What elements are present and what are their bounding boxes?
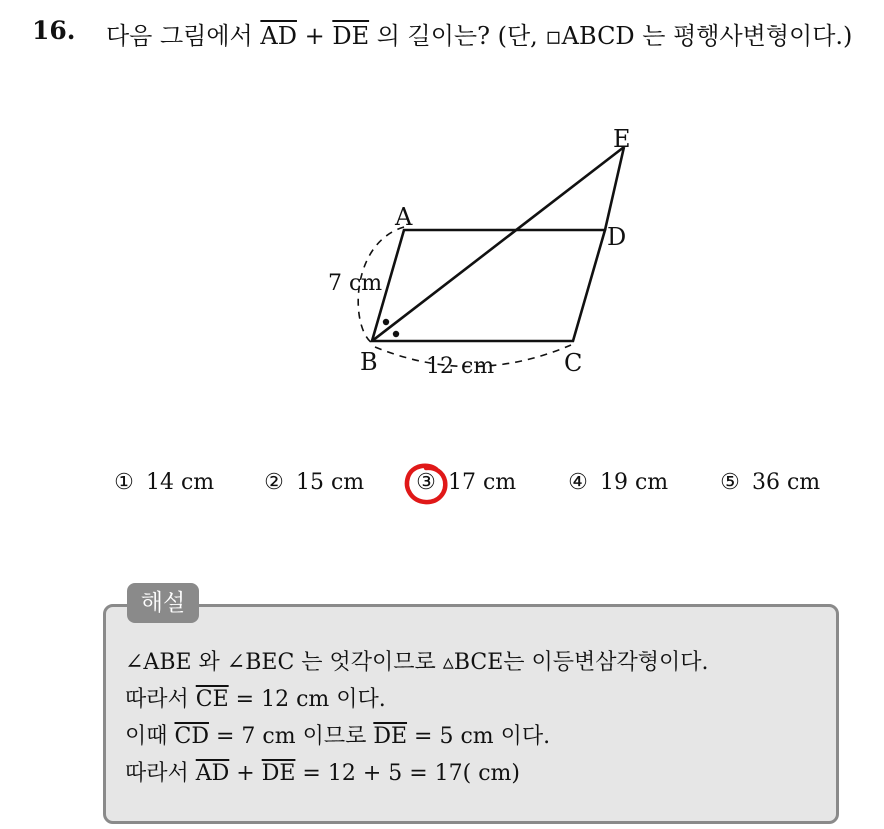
question-text-b: 의 길이는? (단, ▫ABCD 는 평행사변형이다.): [369, 22, 853, 50]
angle-dot-1: [383, 319, 389, 325]
parallelogram-figure: [280, 115, 660, 385]
label-b: B: [360, 348, 378, 376]
segment-de-sol: $\overline{DE}$: [373, 724, 408, 749]
choice-4-text: 19 cm: [600, 470, 669, 495]
solution-line-3-c: = 5 cm 이다.: [407, 724, 551, 749]
answer-circle-mark: [402, 460, 452, 508]
choice-2[interactable]: [262, 470, 364, 495]
choice-5-text: 36 cm: [752, 470, 821, 495]
choice-1[interactable]: [112, 470, 214, 495]
segment-de: $\overline{DE}$: [332, 22, 370, 50]
label-ab-length: 7 cm: [328, 271, 383, 296]
label-bc-length: 12 cm: [426, 354, 495, 379]
solution-line-3-b: = 7 cm 이므로: [208, 724, 374, 749]
segment-be: [372, 147, 627, 341]
solution-box: [103, 604, 839, 824]
choice-3-text: 17 cm: [448, 470, 517, 495]
segment-cd: $\overline{CD}$: [174, 724, 209, 749]
choice-1-text: 14 cm: [146, 470, 215, 495]
choice-2-mark: ②: [264, 470, 284, 495]
choice-5-mark: ⑤: [720, 470, 740, 495]
solution-line-3-a: 이때: [125, 724, 175, 749]
segment-ce: $\overline{CE}$: [195, 687, 229, 712]
question-text-a: 다음 그림에서: [106, 22, 261, 50]
solution-line-1: ∠ABE 와 ∠BEC 는 엇각이므로 ▵BCE는 이등변삼각형이다.: [125, 650, 709, 675]
angle-dot-2: [393, 331, 399, 337]
solution-line-4-b: +: [229, 761, 262, 786]
solution-tag: 해설: [127, 583, 199, 623]
solution-line-2-b: = 12 cm 이다.: [228, 687, 386, 712]
solution-line-3: [125, 719, 550, 750]
segment-de-sol-2: $\overline{DE}$: [261, 761, 296, 786]
parallelogram-abcd: [372, 230, 605, 341]
question-text: [106, 16, 866, 56]
choice-1-mark: ①: [114, 470, 134, 495]
label-a: A: [395, 203, 413, 231]
choice-5[interactable]: [718, 470, 820, 495]
solution-line-2-a: 따라서: [125, 687, 196, 712]
solution-line-4-a: 따라서: [125, 761, 196, 786]
label-d: D: [607, 223, 627, 251]
label-e: E: [613, 125, 631, 153]
choice-4[interactable]: [566, 470, 668, 495]
plus-sign: +: [296, 22, 333, 50]
choice-2-text: 15 cm: [296, 470, 365, 495]
choice-3-mark: ③: [416, 470, 436, 495]
solution-line-2: [125, 682, 386, 713]
segment-ad: $\overline{AD}$: [260, 22, 297, 50]
segment-ad-sol: $\overline{AD}$: [195, 761, 230, 786]
solution-line-4: [125, 756, 520, 787]
label-c: C: [564, 349, 583, 377]
choice-4-mark: ④: [568, 470, 588, 495]
solution-line-4-c: = 12 + 5 = 17( cm): [295, 761, 520, 786]
question-number: 16.: [32, 16, 76, 45]
